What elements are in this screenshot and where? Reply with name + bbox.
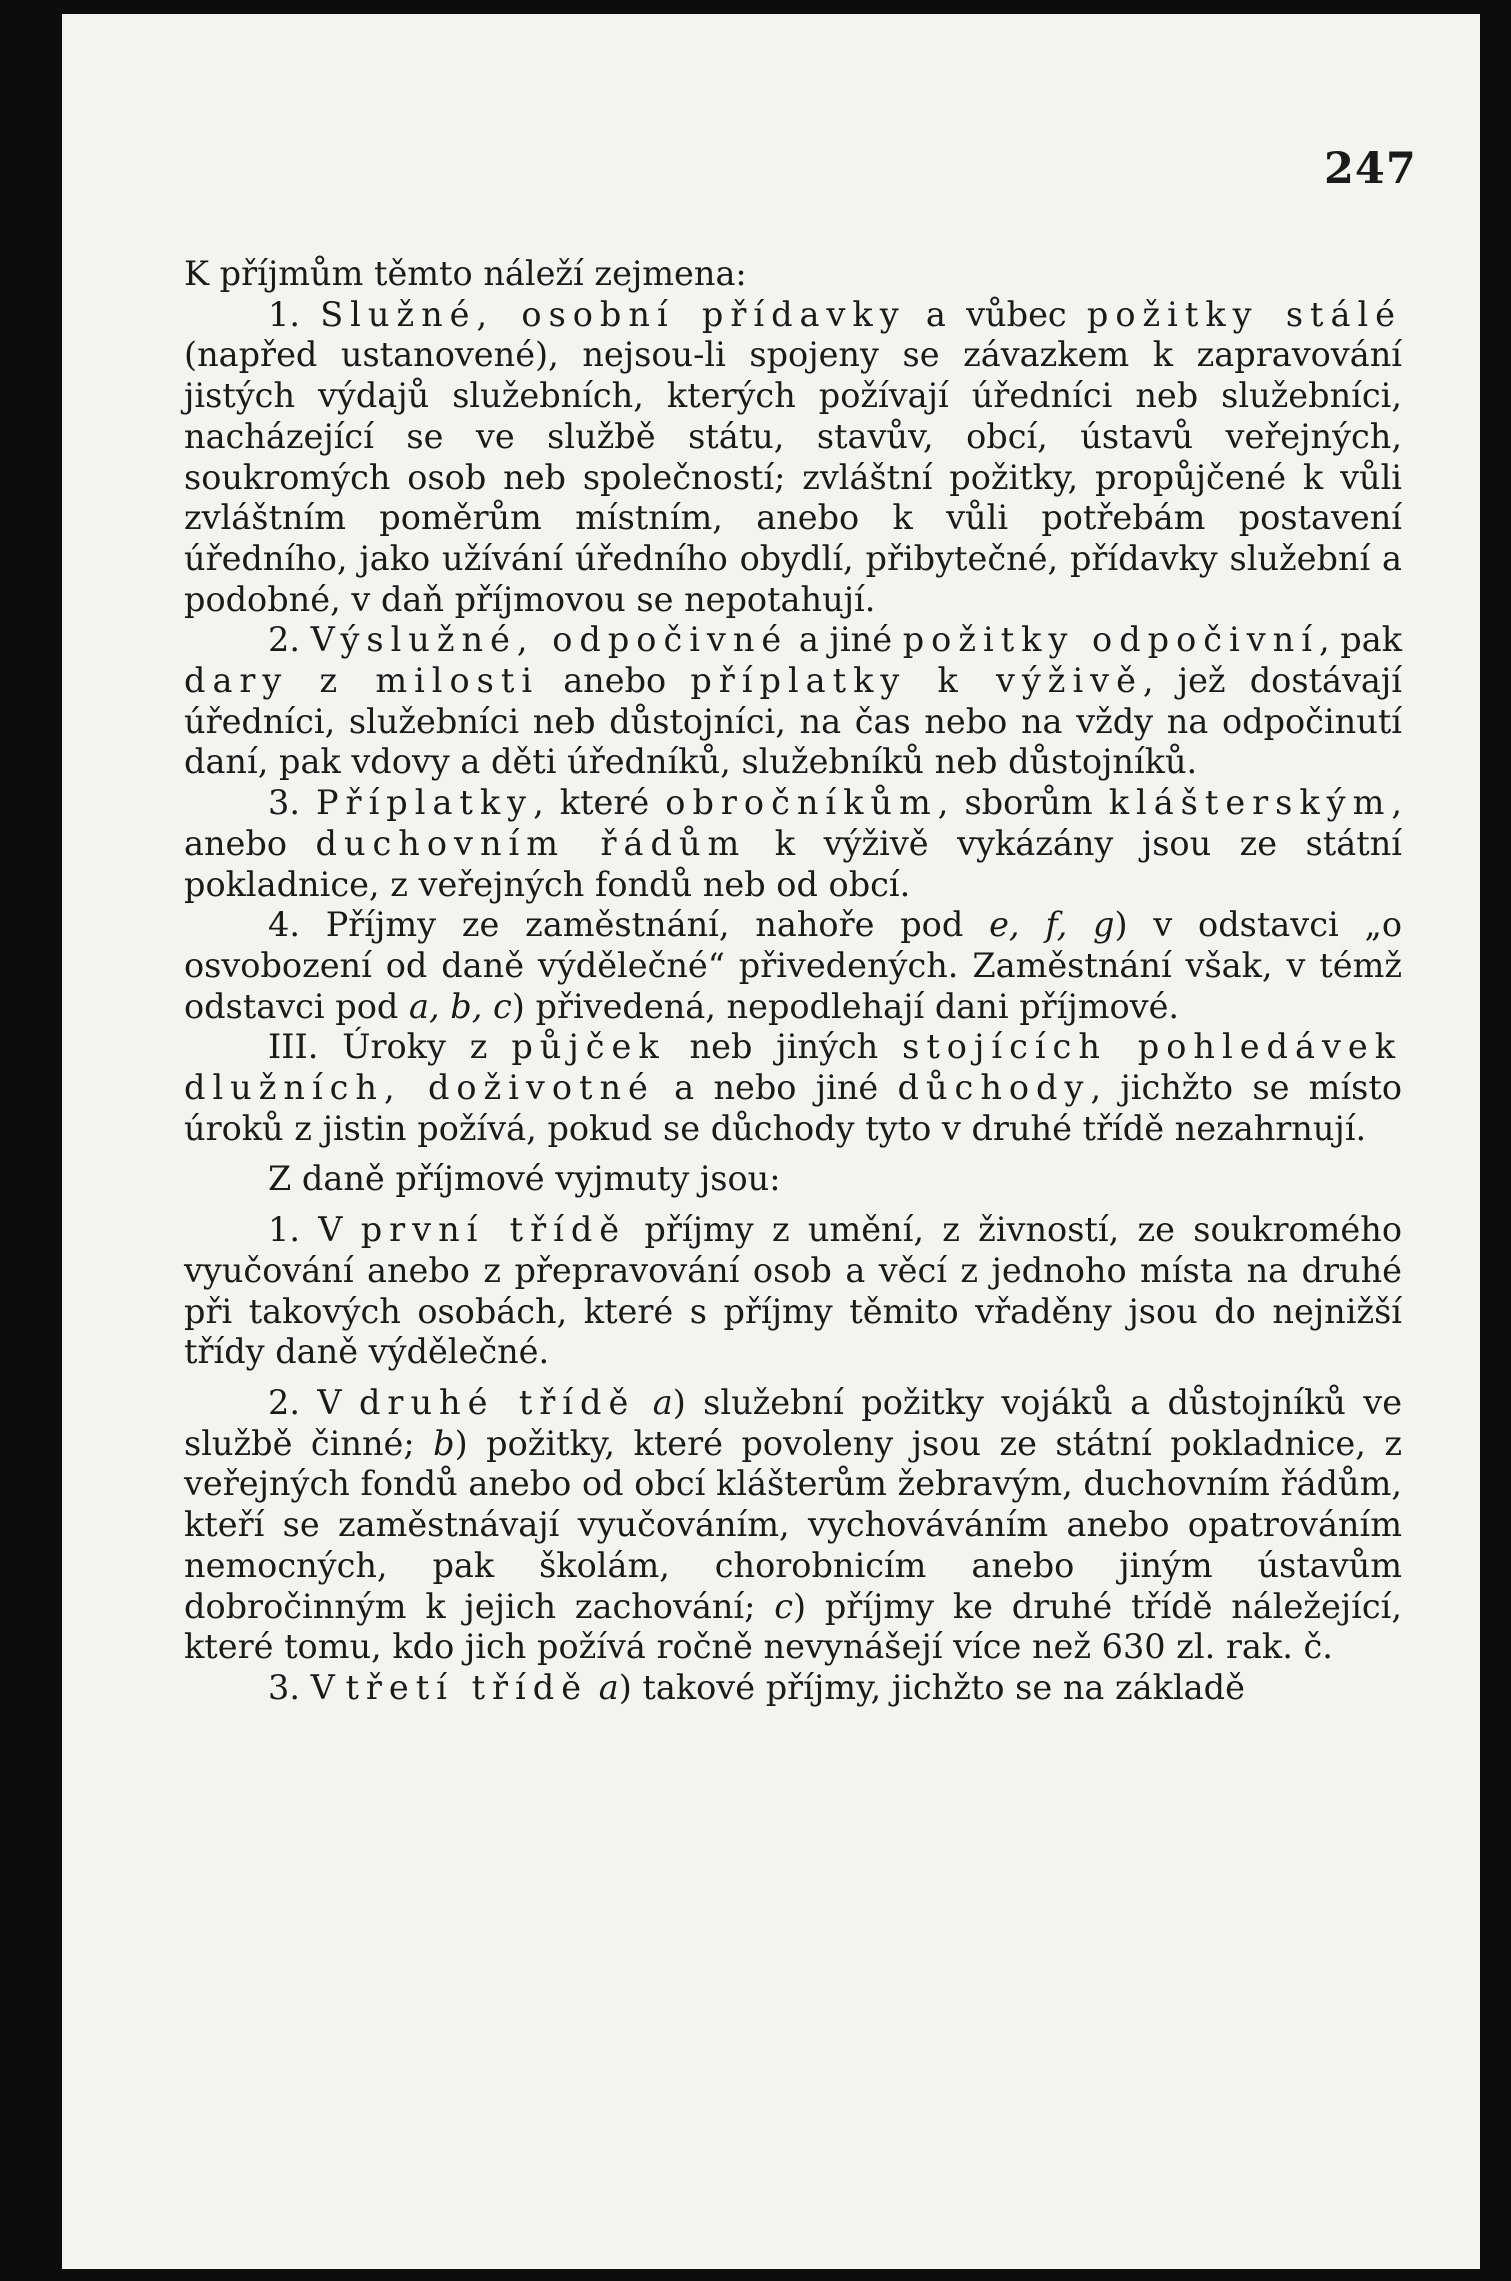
text-segment: ) v odstavci „o osvobození od daně výdělečné“ přivedených. Zaměstnání však, v témž odstavci pod xyxy=(184,905,1402,1026)
paragraph-exemption-2 xyxy=(184,1383,1402,1668)
emphasized-text: třetí třídě xyxy=(345,1667,589,1707)
paragraph-exemption-1 xyxy=(184,1210,1402,1373)
page-text xyxy=(184,254,1402,1709)
emphasized-text: stojících pohledávek dlužních, doživotné xyxy=(184,1027,1402,1108)
italic-text: e, f, g xyxy=(989,905,1115,945)
text-segment: a nebo jiné xyxy=(654,1068,898,1108)
text-segment: , jichžto se místo úroků z jistin požívá, pokud se důchody tyto v druhé třídě nezahrnují. xyxy=(184,1068,1402,1148)
text-segment: anebo xyxy=(539,661,691,701)
emphasized-text: požitky odpočivní xyxy=(902,620,1319,660)
emphasized-text: požitky stálé xyxy=(1086,294,1402,334)
text-segment: příjmy z umění, z živností, ze soukromého vyučování anebo z přepravování osob a věcí z jednoho místa na druhé při takových osobách, které s příjmy těmito vřaděny jsou do nejnižší třídy daně výdělečné. xyxy=(184,1210,1403,1372)
text-segment: 3. V xyxy=(268,1667,346,1707)
text-segment: K příjmům těmto náleží zejmena: xyxy=(184,254,747,293)
emphasized-text: duchovním řádům xyxy=(315,823,747,863)
text-segment: 2. xyxy=(268,620,311,660)
emphasized-text: důchody xyxy=(897,1068,1091,1108)
paragraph-item-3 xyxy=(184,783,1402,905)
paragraph-intro xyxy=(184,254,1402,295)
text-segment: 3. xyxy=(268,783,317,823)
text-segment: a jiné xyxy=(788,620,903,660)
emphasized-text: první třídě xyxy=(360,1210,627,1250)
text-segment xyxy=(635,1383,652,1422)
text-segment: k výživě vykázány jsou ze státní pokladnice, z veřejných fondů neb od obcí. xyxy=(184,823,1402,904)
text-segment: ) příjmy ke druhé třídě náležející, které tomu, kdo jich požívá ročně nevynášejí více než 630 zl. rak. č. xyxy=(184,1586,1402,1667)
emphasized-text: Výslužné, odpočivné xyxy=(310,620,789,660)
italic-text: b xyxy=(433,1423,455,1463)
italic-text: a, b, c xyxy=(409,986,512,1026)
text-segment: ) požitky, které povoleny jsou ze státní pokladnice, z veřejných fondů anebo od obcí klášterům žebravým, duchovním řádům, kteří se zaměstnávají vyučováním, vychováváním anebo opatrováním nemocných, pak školám, chorobnicím anebo jiným ústavům dobročinným k jejich zachování; xyxy=(184,1423,1402,1626)
paragraph-item-1 xyxy=(184,295,1402,621)
paragraph-section-iii xyxy=(184,1027,1402,1149)
text-segment: 1. V xyxy=(268,1210,361,1250)
text-segment: neb jiných xyxy=(665,1027,903,1067)
emphasized-text: klášterským xyxy=(1108,783,1392,823)
text-segment: III. Úroky z xyxy=(268,1027,512,1067)
text-segment: , pak xyxy=(1318,620,1403,660)
text-segment: ) přivedená, nepodlehají dani příjmové. xyxy=(511,986,1180,1026)
page-number: 247 xyxy=(1324,144,1417,194)
emphasized-text: obročníkům xyxy=(665,783,938,823)
emphasized-text: Příplatky xyxy=(316,783,534,823)
text-segment: , jež dostávají úředníci, služebníci neb důstojníci, na čas nebo na vždy na odpočinutí daní, pak vdovy a děti úředníků, služebníků neb důstojníků. xyxy=(184,661,1402,782)
text-segment: ) služební požitky vojáků a důstojníků ve službě činné; xyxy=(184,1382,1403,1463)
text-segment: (napřed ustanovené), nejsou-li spojeny se závazkem k zapravování jistých výdajů služebních, kterých požívají úředníci neb služebníci, nacházející se ve službě státu, stavův, obcí, ústavů veřejných, soukromých osob neb společností; zvláštní požitky, propůjčené k vůli zvláštním poměrům místním, anebo k vůli potřebám postavení úředního, jako užívání úředního obydlí, přibytečné, přídavky služební a podobné, v daň příjmovou se nepotahují. xyxy=(184,335,1402,619)
text-segment: 1. xyxy=(268,294,321,334)
paragraph-item-2 xyxy=(184,620,1402,783)
emphasized-text: druhé třídě xyxy=(358,1382,636,1422)
text-segment: , anebo xyxy=(184,783,1403,863)
book-page xyxy=(62,14,1480,2269)
paragraph-item-4 xyxy=(184,905,1402,1027)
text-segment: ) takové příjmy, jichžto se na základě xyxy=(618,1667,1245,1707)
paragraph-exemptions-heading xyxy=(184,1159,1402,1200)
text-segment: Z daně příjmové vyjmuty jsou: xyxy=(268,1159,781,1199)
emphasized-text: půjček xyxy=(511,1027,666,1067)
text-segment xyxy=(588,1668,599,1707)
text-segment: a vůbec xyxy=(905,294,1087,334)
text-segment: 4. Příjmy ze zaměstnání, nahoře pod xyxy=(268,905,990,945)
emphasized-text: Služné, osobní přídavky xyxy=(320,294,906,334)
italic-text: a xyxy=(652,1382,673,1422)
paragraph-exemption-3 xyxy=(184,1668,1402,1709)
text-segment: , které xyxy=(533,783,666,823)
emphasized-text: příplatky k výživě xyxy=(690,661,1143,701)
text-segment: , sborům xyxy=(937,783,1109,823)
italic-text: a xyxy=(598,1667,619,1707)
italic-text: c xyxy=(774,1586,793,1626)
emphasized-text: dary z milosti xyxy=(184,661,540,701)
text-segment: 2. V xyxy=(268,1382,359,1422)
